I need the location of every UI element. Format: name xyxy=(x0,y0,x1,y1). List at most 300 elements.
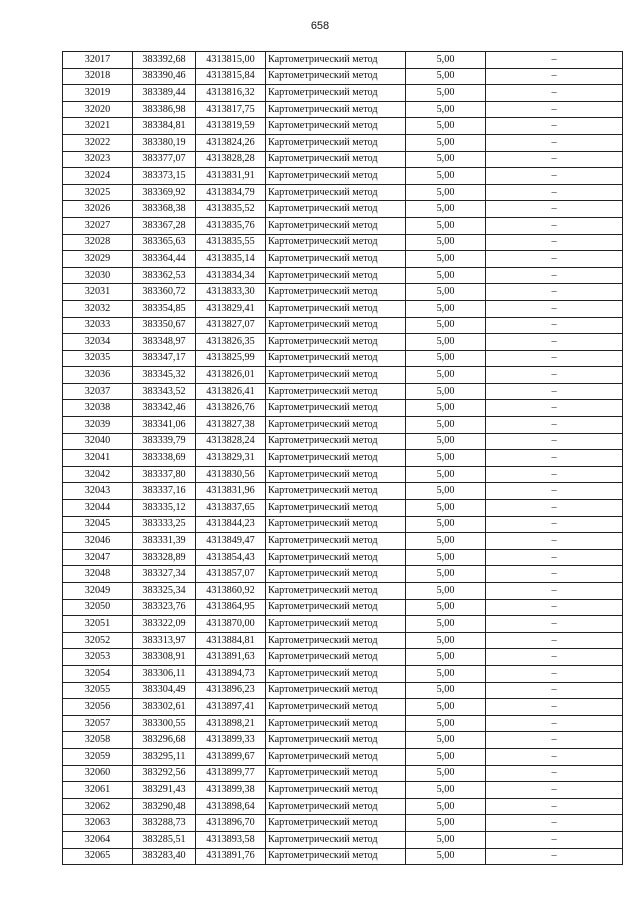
note-cell: – xyxy=(486,483,623,500)
method-cell: Картометрический метод xyxy=(266,367,406,384)
y-coordinate-cell: 4313899,33 xyxy=(196,732,266,749)
table-row xyxy=(63,616,623,633)
point-number-cell: 32055 xyxy=(63,682,133,699)
accuracy-cell: 5,00 xyxy=(406,68,486,85)
table-row xyxy=(63,284,623,301)
table-row xyxy=(63,300,623,317)
accuracy-cell: 5,00 xyxy=(406,632,486,649)
method-cell: Картометрический метод xyxy=(266,101,406,118)
y-coordinate-cell: 4313899,77 xyxy=(196,765,266,782)
accuracy-cell: 5,00 xyxy=(406,317,486,334)
y-coordinate-cell: 4313824,26 xyxy=(196,134,266,151)
note-cell: – xyxy=(486,284,623,301)
x-coordinate-cell: 383306,11 xyxy=(133,665,196,682)
point-number-cell: 32023 xyxy=(63,151,133,168)
table-row xyxy=(63,649,623,666)
point-number-cell: 32043 xyxy=(63,483,133,500)
x-coordinate-cell: 383338,69 xyxy=(133,450,196,467)
point-number-cell: 32039 xyxy=(63,417,133,434)
y-coordinate-cell: 4313884,81 xyxy=(196,632,266,649)
note-cell: – xyxy=(486,682,623,699)
y-coordinate-cell: 4313898,21 xyxy=(196,715,266,732)
y-coordinate-cell: 4313897,41 xyxy=(196,699,266,716)
y-coordinate-cell: 4313828,28 xyxy=(196,151,266,168)
accuracy-cell: 5,00 xyxy=(406,52,486,69)
method-cell: Картометрический метод xyxy=(266,267,406,284)
point-number-cell: 32038 xyxy=(63,400,133,417)
coordinates-table xyxy=(62,51,623,865)
method-cell: Картометрический метод xyxy=(266,782,406,799)
table-row xyxy=(63,500,623,517)
y-coordinate-cell: 4313834,79 xyxy=(196,184,266,201)
table-row xyxy=(63,682,623,699)
point-number-cell: 32051 xyxy=(63,616,133,633)
point-number-cell: 32037 xyxy=(63,383,133,400)
table-row xyxy=(63,52,623,69)
method-cell: Картометрический метод xyxy=(266,134,406,151)
x-coordinate-cell: 383350,67 xyxy=(133,317,196,334)
y-coordinate-cell: 4313815,84 xyxy=(196,68,266,85)
y-coordinate-cell: 4313891,76 xyxy=(196,848,266,865)
note-cell: – xyxy=(486,101,623,118)
y-coordinate-cell: 4313829,31 xyxy=(196,450,266,467)
table-row xyxy=(63,599,623,616)
method-cell: Картометрический метод xyxy=(266,300,406,317)
note-cell: – xyxy=(486,798,623,815)
y-coordinate-cell: 4313849,47 xyxy=(196,533,266,550)
table-row xyxy=(63,533,623,550)
note-cell: – xyxy=(486,350,623,367)
y-coordinate-cell: 4313896,23 xyxy=(196,682,266,699)
accuracy-cell: 5,00 xyxy=(406,217,486,234)
method-cell: Картометрический метод xyxy=(266,400,406,417)
table-row xyxy=(63,549,623,566)
note-cell: – xyxy=(486,765,623,782)
point-number-cell: 32059 xyxy=(63,748,133,765)
point-number-cell: 32045 xyxy=(63,516,133,533)
point-number-cell: 32025 xyxy=(63,184,133,201)
note-cell: – xyxy=(486,417,623,434)
x-coordinate-cell: 383343,52 xyxy=(133,383,196,400)
accuracy-cell: 5,00 xyxy=(406,466,486,483)
method-cell: Картометрический метод xyxy=(266,217,406,234)
point-number-cell: 32036 xyxy=(63,367,133,384)
note-cell: – xyxy=(486,168,623,185)
table-row xyxy=(63,101,623,118)
accuracy-cell: 5,00 xyxy=(406,599,486,616)
accuracy-cell: 5,00 xyxy=(406,234,486,251)
table-row xyxy=(63,715,623,732)
point-number-cell: 32064 xyxy=(63,831,133,848)
point-number-cell: 32056 xyxy=(63,699,133,716)
x-coordinate-cell: 383323,76 xyxy=(133,599,196,616)
method-cell: Картометрический метод xyxy=(266,85,406,102)
accuracy-cell: 5,00 xyxy=(406,168,486,185)
x-coordinate-cell: 383339,79 xyxy=(133,433,196,450)
table-row xyxy=(63,134,623,151)
point-number-cell: 32058 xyxy=(63,732,133,749)
x-coordinate-cell: 383290,48 xyxy=(133,798,196,815)
x-coordinate-cell: 383288,73 xyxy=(133,815,196,832)
point-number-cell: 32052 xyxy=(63,632,133,649)
note-cell: – xyxy=(486,184,623,201)
accuracy-cell: 5,00 xyxy=(406,665,486,682)
x-coordinate-cell: 383308,91 xyxy=(133,649,196,666)
method-cell: Картометрический метод xyxy=(266,748,406,765)
point-number-cell: 32049 xyxy=(63,583,133,600)
accuracy-cell: 5,00 xyxy=(406,151,486,168)
y-coordinate-cell: 4313829,41 xyxy=(196,300,266,317)
x-coordinate-cell: 383328,89 xyxy=(133,549,196,566)
note-cell: – xyxy=(486,516,623,533)
note-cell: – xyxy=(486,367,623,384)
y-coordinate-cell: 4313828,24 xyxy=(196,433,266,450)
y-coordinate-cell: 4313893,58 xyxy=(196,831,266,848)
method-cell: Картометрический метод xyxy=(266,433,406,450)
x-coordinate-cell: 383295,11 xyxy=(133,748,196,765)
x-coordinate-cell: 383296,68 xyxy=(133,732,196,749)
method-cell: Картометрический метод xyxy=(266,699,406,716)
point-number-cell: 32034 xyxy=(63,334,133,351)
accuracy-cell: 5,00 xyxy=(406,251,486,268)
x-coordinate-cell: 383335,12 xyxy=(133,500,196,517)
table-row xyxy=(63,632,623,649)
accuracy-cell: 5,00 xyxy=(406,184,486,201)
table-row xyxy=(63,466,623,483)
x-coordinate-cell: 383283,40 xyxy=(133,848,196,865)
accuracy-cell: 5,00 xyxy=(406,367,486,384)
y-coordinate-cell: 4313816,32 xyxy=(196,85,266,102)
table-row xyxy=(63,483,623,500)
note-cell: – xyxy=(486,217,623,234)
page-number: 658 xyxy=(310,20,330,32)
y-coordinate-cell: 4313870,00 xyxy=(196,616,266,633)
method-cell: Картометрический метод xyxy=(266,350,406,367)
x-coordinate-cell: 383384,81 xyxy=(133,118,196,135)
method-cell: Картометрический метод xyxy=(266,533,406,550)
accuracy-cell: 5,00 xyxy=(406,267,486,284)
method-cell: Картометрический метод xyxy=(266,583,406,600)
note-cell: – xyxy=(486,201,623,218)
x-coordinate-cell: 383368,38 xyxy=(133,201,196,218)
point-number-cell: 32054 xyxy=(63,665,133,682)
y-coordinate-cell: 4313899,38 xyxy=(196,782,266,799)
table-row xyxy=(63,566,623,583)
note-cell: – xyxy=(486,616,623,633)
accuracy-cell: 5,00 xyxy=(406,85,486,102)
table-row xyxy=(63,267,623,284)
x-coordinate-cell: 383304,49 xyxy=(133,682,196,699)
accuracy-cell: 5,00 xyxy=(406,433,486,450)
method-cell: Картометрический метод xyxy=(266,831,406,848)
table-row xyxy=(63,68,623,85)
x-coordinate-cell: 383377,07 xyxy=(133,151,196,168)
table-row xyxy=(63,350,623,367)
accuracy-cell: 5,00 xyxy=(406,566,486,583)
y-coordinate-cell: 4313899,67 xyxy=(196,748,266,765)
point-number-cell: 32060 xyxy=(63,765,133,782)
accuracy-cell: 5,00 xyxy=(406,500,486,517)
note-cell: – xyxy=(486,583,623,600)
method-cell: Картометрический метод xyxy=(266,682,406,699)
table-row xyxy=(63,184,623,201)
point-number-cell: 32041 xyxy=(63,450,133,467)
x-coordinate-cell: 383331,39 xyxy=(133,533,196,550)
method-cell: Картометрический метод xyxy=(266,483,406,500)
accuracy-cell: 5,00 xyxy=(406,134,486,151)
method-cell: Картометрический метод xyxy=(266,649,406,666)
point-number-cell: 32062 xyxy=(63,798,133,815)
y-coordinate-cell: 4313826,01 xyxy=(196,367,266,384)
note-cell: – xyxy=(486,334,623,351)
table-row xyxy=(63,699,623,716)
point-number-cell: 32017 xyxy=(63,52,133,69)
table-row xyxy=(63,317,623,334)
y-coordinate-cell: 4313830,56 xyxy=(196,466,266,483)
x-coordinate-cell: 383365,63 xyxy=(133,234,196,251)
coordinates-table-body xyxy=(63,52,623,865)
table-row xyxy=(63,334,623,351)
note-cell: – xyxy=(486,848,623,865)
method-cell: Картометрический метод xyxy=(266,665,406,682)
accuracy-cell: 5,00 xyxy=(406,400,486,417)
table-row xyxy=(63,765,623,782)
accuracy-cell: 5,00 xyxy=(406,417,486,434)
y-coordinate-cell: 4313833,30 xyxy=(196,284,266,301)
point-number-cell: 32022 xyxy=(63,134,133,151)
point-number-cell: 32020 xyxy=(63,101,133,118)
accuracy-cell: 5,00 xyxy=(406,848,486,865)
table-row xyxy=(63,417,623,434)
note-cell: – xyxy=(486,383,623,400)
y-coordinate-cell: 4313831,96 xyxy=(196,483,266,500)
point-number-cell: 32024 xyxy=(63,168,133,185)
x-coordinate-cell: 383325,34 xyxy=(133,583,196,600)
x-coordinate-cell: 383373,15 xyxy=(133,168,196,185)
y-coordinate-cell: 4313844,23 xyxy=(196,516,266,533)
point-number-cell: 32063 xyxy=(63,815,133,832)
accuracy-cell: 5,00 xyxy=(406,748,486,765)
method-cell: Картометрический метод xyxy=(266,732,406,749)
accuracy-cell: 5,00 xyxy=(406,533,486,550)
y-coordinate-cell: 4313864,95 xyxy=(196,599,266,616)
note-cell: – xyxy=(486,815,623,832)
note-cell: – xyxy=(486,52,623,69)
x-coordinate-cell: 383291,43 xyxy=(133,782,196,799)
point-number-cell: 32030 xyxy=(63,267,133,284)
x-coordinate-cell: 383345,32 xyxy=(133,367,196,384)
table-row xyxy=(63,748,623,765)
table-row xyxy=(63,798,623,815)
x-coordinate-cell: 383337,16 xyxy=(133,483,196,500)
note-cell: – xyxy=(486,732,623,749)
y-coordinate-cell: 4313826,76 xyxy=(196,400,266,417)
accuracy-cell: 5,00 xyxy=(406,715,486,732)
y-coordinate-cell: 4313835,55 xyxy=(196,234,266,251)
point-number-cell: 32042 xyxy=(63,466,133,483)
accuracy-cell: 5,00 xyxy=(406,450,486,467)
accuracy-cell: 5,00 xyxy=(406,516,486,533)
point-number-cell: 32048 xyxy=(63,566,133,583)
note-cell: – xyxy=(486,699,623,716)
x-coordinate-cell: 383392,68 xyxy=(133,52,196,69)
method-cell: Картометрический метод xyxy=(266,549,406,566)
table-row xyxy=(63,782,623,799)
accuracy-cell: 5,00 xyxy=(406,201,486,218)
table-row xyxy=(63,433,623,450)
method-cell: Картометрический метод xyxy=(266,168,406,185)
table-row xyxy=(63,217,623,234)
x-coordinate-cell: 383367,28 xyxy=(133,217,196,234)
x-coordinate-cell: 383341,06 xyxy=(133,417,196,434)
note-cell: – xyxy=(486,68,623,85)
y-coordinate-cell: 4313854,43 xyxy=(196,549,266,566)
point-number-cell: 32027 xyxy=(63,217,133,234)
point-number-cell: 32065 xyxy=(63,848,133,865)
table-row xyxy=(63,367,623,384)
accuracy-cell: 5,00 xyxy=(406,798,486,815)
table-row xyxy=(63,151,623,168)
x-coordinate-cell: 383348,97 xyxy=(133,334,196,351)
x-coordinate-cell: 383354,85 xyxy=(133,300,196,317)
y-coordinate-cell: 4313834,34 xyxy=(196,267,266,284)
method-cell: Картометрический метод xyxy=(266,715,406,732)
table-row xyxy=(63,118,623,135)
x-coordinate-cell: 383333,25 xyxy=(133,516,196,533)
accuracy-cell: 5,00 xyxy=(406,682,486,699)
method-cell: Картометрический метод xyxy=(266,383,406,400)
note-cell: – xyxy=(486,500,623,517)
accuracy-cell: 5,00 xyxy=(406,383,486,400)
x-coordinate-cell: 383337,80 xyxy=(133,466,196,483)
y-coordinate-cell: 4313857,07 xyxy=(196,566,266,583)
x-coordinate-cell: 383322,09 xyxy=(133,616,196,633)
accuracy-cell: 5,00 xyxy=(406,583,486,600)
method-cell: Картометрический метод xyxy=(266,417,406,434)
note-cell: – xyxy=(486,234,623,251)
accuracy-cell: 5,00 xyxy=(406,699,486,716)
note-cell: – xyxy=(486,450,623,467)
y-coordinate-cell: 4313835,14 xyxy=(196,251,266,268)
point-number-cell: 32047 xyxy=(63,549,133,566)
y-coordinate-cell: 4313835,76 xyxy=(196,217,266,234)
point-number-cell: 32053 xyxy=(63,649,133,666)
note-cell: – xyxy=(486,317,623,334)
accuracy-cell: 5,00 xyxy=(406,350,486,367)
note-cell: – xyxy=(486,466,623,483)
point-number-cell: 32028 xyxy=(63,234,133,251)
y-coordinate-cell: 4313826,41 xyxy=(196,383,266,400)
method-cell: Картометрический метод xyxy=(266,815,406,832)
method-cell: Картометрический метод xyxy=(266,118,406,135)
method-cell: Картометрический метод xyxy=(266,317,406,334)
method-cell: Картометрический метод xyxy=(266,284,406,301)
method-cell: Картометрический метод xyxy=(266,201,406,218)
table-row xyxy=(63,400,623,417)
table-row xyxy=(63,450,623,467)
y-coordinate-cell: 4313831,91 xyxy=(196,168,266,185)
point-number-cell: 32046 xyxy=(63,533,133,550)
x-coordinate-cell: 383386,98 xyxy=(133,101,196,118)
x-coordinate-cell: 383327,34 xyxy=(133,566,196,583)
accuracy-cell: 5,00 xyxy=(406,118,486,135)
method-cell: Картометрический метод xyxy=(266,500,406,517)
method-cell: Картометрический метод xyxy=(266,151,406,168)
note-cell: – xyxy=(486,533,623,550)
table-row xyxy=(63,234,623,251)
accuracy-cell: 5,00 xyxy=(406,815,486,832)
table-row xyxy=(63,848,623,865)
method-cell: Картометрический метод xyxy=(266,184,406,201)
accuracy-cell: 5,00 xyxy=(406,300,486,317)
x-coordinate-cell: 383313,97 xyxy=(133,632,196,649)
point-number-cell: 32061 xyxy=(63,782,133,799)
point-number-cell: 32035 xyxy=(63,350,133,367)
point-number-cell: 32021 xyxy=(63,118,133,135)
y-coordinate-cell: 4313827,38 xyxy=(196,417,266,434)
note-cell: – xyxy=(486,549,623,566)
method-cell: Картометрический метод xyxy=(266,334,406,351)
x-coordinate-cell: 383347,17 xyxy=(133,350,196,367)
x-coordinate-cell: 383380,19 xyxy=(133,134,196,151)
x-coordinate-cell: 383389,44 xyxy=(133,85,196,102)
method-cell: Картометрический метод xyxy=(266,251,406,268)
method-cell: Картометрический метод xyxy=(266,848,406,865)
point-number-cell: 32032 xyxy=(63,300,133,317)
note-cell: – xyxy=(486,649,623,666)
note-cell: – xyxy=(486,300,623,317)
point-number-cell: 32040 xyxy=(63,433,133,450)
method-cell: Картометрический метод xyxy=(266,68,406,85)
note-cell: – xyxy=(486,665,623,682)
table-row xyxy=(63,831,623,848)
table-row xyxy=(63,516,623,533)
point-number-cell: 32019 xyxy=(63,85,133,102)
x-coordinate-cell: 383302,61 xyxy=(133,699,196,716)
x-coordinate-cell: 383369,92 xyxy=(133,184,196,201)
accuracy-cell: 5,00 xyxy=(406,483,486,500)
y-coordinate-cell: 4313825,99 xyxy=(196,350,266,367)
method-cell: Картометрический метод xyxy=(266,632,406,649)
note-cell: – xyxy=(486,433,623,450)
note-cell: – xyxy=(486,151,623,168)
y-coordinate-cell: 4313894,73 xyxy=(196,665,266,682)
accuracy-cell: 5,00 xyxy=(406,616,486,633)
x-coordinate-cell: 383292,56 xyxy=(133,765,196,782)
note-cell: – xyxy=(486,748,623,765)
note-cell: – xyxy=(486,134,623,151)
x-coordinate-cell: 383342,46 xyxy=(133,400,196,417)
accuracy-cell: 5,00 xyxy=(406,549,486,566)
method-cell: Картометрический метод xyxy=(266,566,406,583)
note-cell: – xyxy=(486,782,623,799)
table-row xyxy=(63,85,623,102)
point-number-cell: 32026 xyxy=(63,201,133,218)
note-cell: – xyxy=(486,566,623,583)
note-cell: – xyxy=(486,251,623,268)
accuracy-cell: 5,00 xyxy=(406,732,486,749)
note-cell: – xyxy=(486,831,623,848)
y-coordinate-cell: 4313815,00 xyxy=(196,52,266,69)
point-number-cell: 32029 xyxy=(63,251,133,268)
table-row xyxy=(63,732,623,749)
table-row xyxy=(63,383,623,400)
accuracy-cell: 5,00 xyxy=(406,649,486,666)
x-coordinate-cell: 383285,51 xyxy=(133,831,196,848)
y-coordinate-cell: 4313835,52 xyxy=(196,201,266,218)
note-cell: – xyxy=(486,85,623,102)
method-cell: Картометрический метод xyxy=(266,516,406,533)
